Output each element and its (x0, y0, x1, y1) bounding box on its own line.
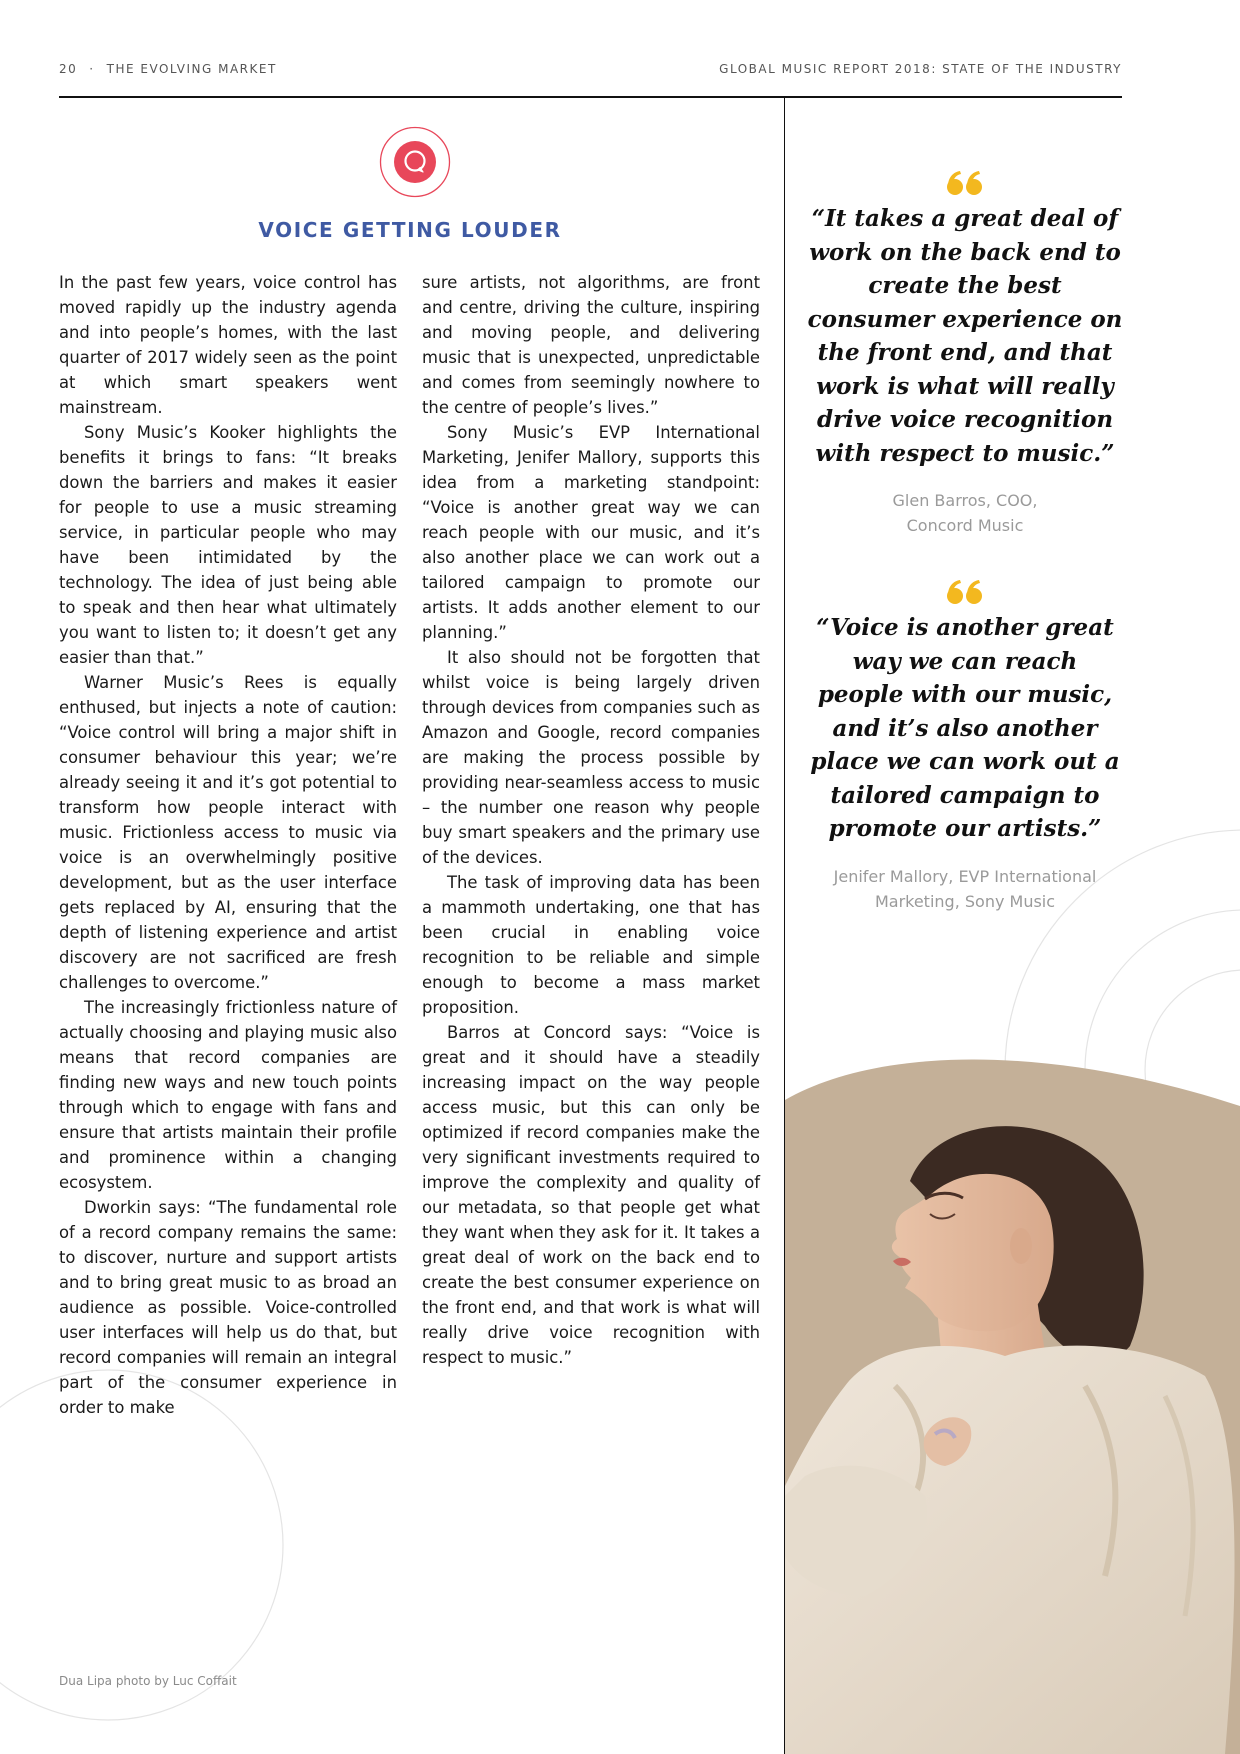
pull-quote-text: “Voice is another great way we can reach people with our music, and it’s also another place we can work out a tailored campaign to promote our artists.” (810, 614, 1120, 842)
attribution-line: Jenifer Mallory, EVP International (833, 866, 1097, 886)
quote-mark-icon (946, 170, 984, 196)
body-column-left (59, 270, 397, 1420)
body-paragraph: In the past few years, voice control has moved rapidly up the industry agenda and into people’s homes, with the last quarter of 2017 widely seen as the point at which smart speakers went mainstream. (59, 273, 397, 417)
body-paragraph: It also should not be forgotten that whilst voice is being largely driven through devices from companies such as Amazon and Google, record companies are making the process possible by providing near-seamless access to music – the number one reason why people buy smart speakers and the primary use of the devices. (422, 648, 760, 867)
page-number: 20 (59, 62, 78, 76)
portrait-photo (785, 1056, 1240, 1754)
pull-quote-attribution (806, 864, 1124, 914)
attribution-line: Marketing, Sony Music (874, 891, 1056, 911)
body-paragraph: sure artists, not algorithms, are front and centre, driving the culture, inspiring and moving people, and delivering music that is unexpected, unpredictable and comes from seemingly nowhere to the centre of people’s lives.” (422, 273, 760, 417)
body-paragraph: Warner Music’s Rees is equally enthused, but injects a note of caution: “Voice control will bring a major shift in consumer behaviour this year; we’re already seeing it and it’s got potential to transform how people interact with music. Frictionless access to music via voice is an overwhelmingly positive development, but as the user interface gets replaced by AI, ensuring that the depth of listening experience and artist discovery are not sacrificed are fresh challenges to overcome.” (59, 673, 397, 992)
header-rule (59, 96, 1122, 98)
pull-quote-text: “It takes a great deal of work on the back end to create the best consumer experience on the front end, and that work is what will really drive voice recognition with respect to music.” (807, 205, 1123, 467)
attribution-line: Concord Music (906, 516, 1024, 535)
body-paragraph: Sony Music’s EVP International Marketing, Jenifer Mallory, supports this idea from a marketing standpoint: “Voice is another great way we can reach people with our music, and it’s also another place we can work out a tailored campaign to promote our artists. It adds another element to our planning.” (422, 423, 760, 642)
body-paragraph: The task of improving data has been a mammoth undertaking, one that has been crucial in enabling voice recognition to be reliable and simple enough to become a mass market proposition. (422, 873, 760, 1017)
quote-mark-icon (946, 579, 984, 605)
pull-quote-attribution (806, 488, 1124, 538)
running-header-left (59, 62, 277, 76)
body-paragraph: Dworkin says: “The fundamental role of a record company remains the same: to discover, nurture and support artists and to bring great music to as broad an audience as possible. Voice-controlled user interfaces will help us do that, but record companies will remain an integral part of the consumer experience in order to make (59, 1198, 397, 1417)
photo-credit: Dua Lipa photo by Luc Coffait (59, 1674, 237, 1688)
attribution-line: Glen Barros, COO, (892, 491, 1038, 510)
body-column-right (422, 270, 760, 1370)
body-paragraph: Sony Music’s Kooker highlights the benefits it brings to fans: “It breaks down the barriers and makes it easier for people to use a music streaming service, in particular people who may have been intimidated by the technology. The idea of just being able to speak and then hear what ultimately you want to listen to; it doesn’t get any easier than that.” (59, 423, 397, 667)
section-title: VOICE GETTING LOUDER (258, 218, 562, 242)
pull-quote-barros (806, 170, 1124, 538)
pull-quote-mallory (806, 579, 1124, 914)
voice-speech-bubble-icon (379, 126, 451, 198)
body-paragraph: Barros at Concord says: “Voice is great and it should have a steadily increasing impact on the way people access music, but this can only be optimized if record companies make the very significant investments required to improve the complexity and quality of our metadata, so that people get what they want when they ask for it. It takes a great deal of work on the back end to create the best consumer experience on the front end, and that work is what will really drive voice recognition with respect to music.” (422, 1023, 760, 1367)
section-name: THE EVOLVING MARKET (106, 62, 277, 76)
body-paragraph: The increasingly frictionless nature of actually choosing and playing music also means that record companies are finding new ways and new touch points through which to engage with fans and ensure that artists maintain their profile and prominence within a changing ecosystem. (59, 998, 397, 1192)
running-header-right: GLOBAL MUSIC REPORT 2018: STATE OF THE INDUSTRY (719, 62, 1122, 76)
header-separator: · (89, 62, 95, 76)
